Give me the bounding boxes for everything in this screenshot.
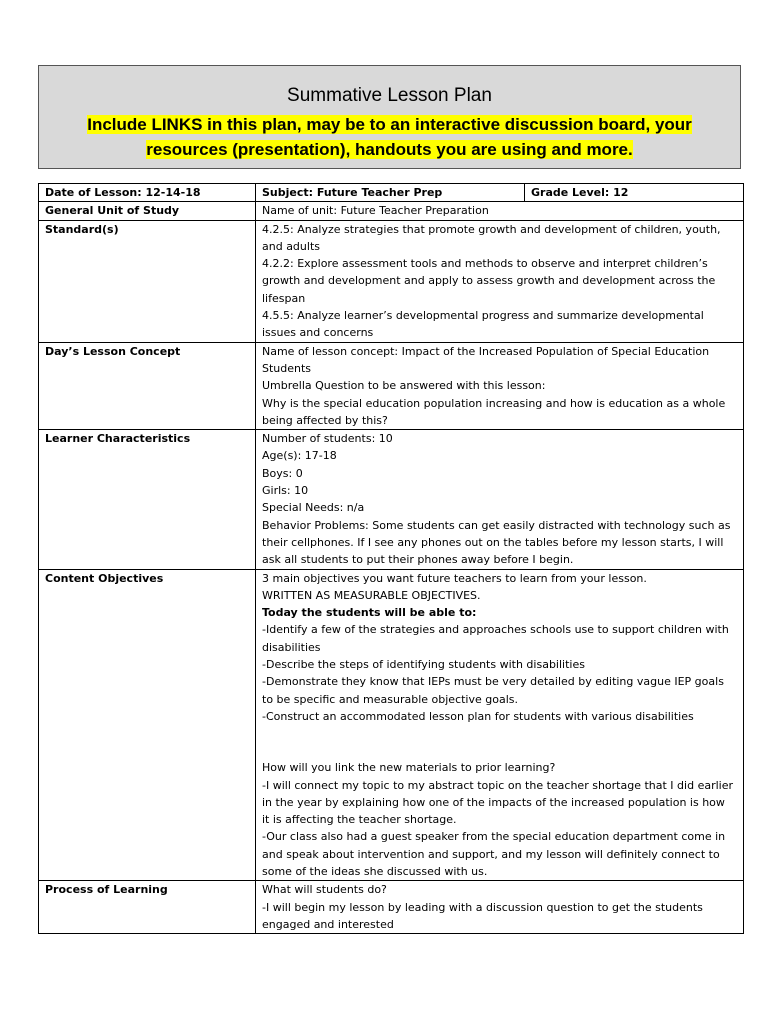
instructions-line-2: resources (presentation), handouts you are using and more. [146,140,633,159]
text-line: Umbrella Question to be answered with this lesson: [262,379,546,393]
text-line: in the year by explaining how one of the impacts of the increased population is how [262,795,725,809]
instructions [39,112,740,162]
text-line: How will you link the new materials to prior learning? [262,761,556,775]
text-line: Why is the special education population increasing and how is education as a whole [262,396,726,410]
text-line: Age(s): 17-18 [262,449,337,463]
text-line: -I will begin my lesson by leading with a discussion question to get the students [262,900,703,914]
process-label: Process of Learning [39,881,256,934]
table-row [39,342,744,429]
text-line: -I will connect my topic to my abstract topic on the teacher shortage that I did earlier [262,778,733,792]
learners-label: Learner Characteristics [39,430,256,569]
spacer [262,725,737,759]
date-of-lesson: Date of Lesson: 12-14-18 [39,184,256,202]
text-line: -Describe the steps of identifying students with disabilities [262,658,585,672]
text-line: to be specific and measurable objective goals. [262,692,518,706]
text-line: -Identify a few of the strategies and approaches schools use to support children with [262,623,729,637]
text-line: engaged and interested [262,917,394,931]
text-line: their cellphones. If I see any phones out on the tables before my lesson starts, I will [262,535,724,549]
text-line: some of the ideas she discussed with us. [262,864,488,878]
text-line: being affected by this? [262,413,388,427]
text-line: 4.5.5: Analyze learner’s developmental progress and summarize developmental [262,309,704,323]
text-line: disabilities [262,640,321,654]
text-line: Boys: 0 [262,466,303,480]
page-title: Summative Lesson Plan [287,85,492,106]
text-line: lifespan [262,291,306,305]
text-line: Girls: 10 [262,484,309,498]
learners-content [256,430,744,569]
text-line: Students [262,361,312,375]
process-content [256,881,744,934]
text-line: issues and concerns [262,326,374,340]
text-line: Today the students will be able to: [262,606,477,620]
grade-level: Grade Level: 12 [525,184,744,202]
text-line: 4.2.5: Analyze strategies that promote growth and development of children, youth, [262,222,721,236]
table-row [39,184,744,202]
standards-content [256,220,744,342]
text-line: Behavior Problems: Some students can get easily distracted with technology such as [262,518,731,532]
text-line: 4.2.2: Explore assessment tools and methods to observe and interpret children’s [262,257,708,271]
table-row [39,220,744,342]
text-line: Number of students: 10 [262,432,393,446]
table-row [39,430,744,569]
text-line: it is affecting the teacher shortage. [262,813,457,827]
instructions-line-1: Include LINKS in this plan, may be to an interactive discussion board, your [87,115,692,134]
subject: Subject: Future Teacher Prep [256,184,525,202]
text-line: Name of unit: Future Teacher Preparation [262,204,489,218]
text-line: and speak about intervention and support, and my lesson will definitely connect to [262,847,720,861]
concept-content [256,342,744,429]
text-line: Name of lesson concept: Impact of the Increased Population of Special Education [262,344,710,358]
text-line: Special Needs: n/a [262,501,365,515]
text-line: -Construct an accommodated lesson plan for students with various disabilities [262,709,694,723]
text-line: -Our class also had a guest speaker from the special education department come in [262,830,726,844]
objectives-label: Content Objectives [39,569,256,881]
text-line: -Demonstrate they know that IEPs must be very detailed by editing vague IEP goals [262,675,724,689]
table-row [39,881,744,934]
text-line: growth and development and apply to assess growth and development across the [262,274,716,288]
lesson-plan-table [38,183,744,934]
text-line: and adults [262,239,320,253]
unit-label: General Unit of Study [39,202,256,220]
header-box [38,65,741,169]
text-line: WRITTEN AS MEASURABLE OBJECTIVES. [262,588,481,602]
standards-label: Standard(s) [39,220,256,342]
concept-label: Day’s Lesson Concept [39,342,256,429]
text-line: What will students do? [262,883,387,897]
text-line: ask all students to put their phones away before I begin. [262,553,574,567]
objectives-content [256,569,744,881]
table-row [39,202,744,220]
table-row [39,569,744,881]
unit-content [256,202,744,220]
text-line: 3 main objectives you want future teachers to learn from your lesson. [262,571,647,585]
